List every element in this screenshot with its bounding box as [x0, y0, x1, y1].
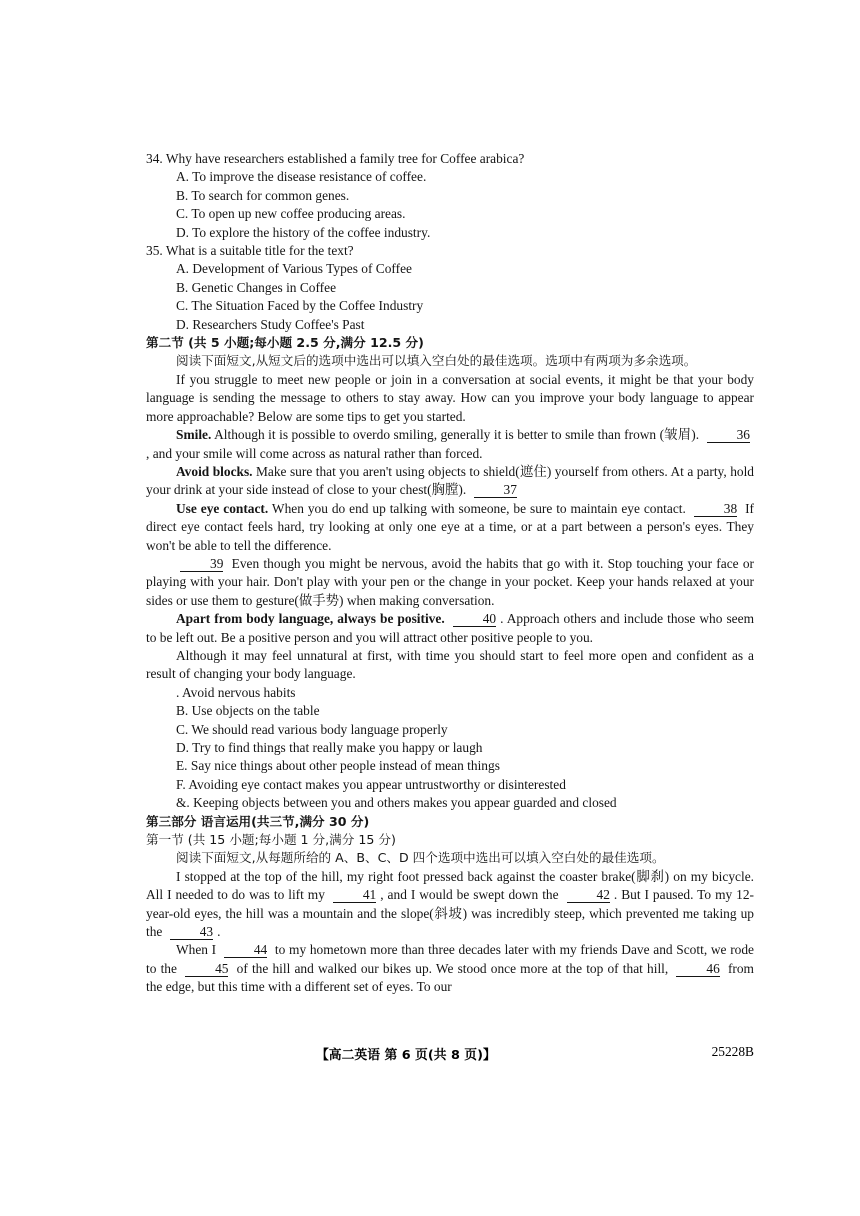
- exam-page: [146, 150, 754, 997]
- passage-paragraph-smile: [146, 426, 754, 463]
- paragraph-text: to my hometown more than three decades later with my friends Dave and Scott, we rode to the: [146, 942, 754, 976]
- paragraph-text: Even though you might be nervous, avoid the habits that go with it. Stop touching your face or playing with your hair. Don't play with your pen or the change in your pocket. Keep your hands relaxed at your sides or use them to gesture(做手势) when making conversation.: [146, 555, 754, 608]
- tip-title-eye-contact: Use eye contact.: [176, 500, 269, 516]
- q34-option-d: D. To explore the history of the coffee industry.: [176, 224, 431, 240]
- paragraph-text: When I: [176, 942, 220, 958]
- page-number-label: 【高二英语 第 6 页(共 8 页)】: [316, 1048, 496, 1063]
- section-2-instruction: 阅读下面短文,从短文后的选项中选出可以填入空白处的最佳选项。选项中有两项为多余选项。: [176, 353, 697, 369]
- q34-option-b: B. To search for common genes.: [176, 187, 350, 203]
- s2-option-g: &. Keeping objects between you and others makes you appear guarded and closed: [176, 795, 617, 811]
- paragraph-text: . Approach others and include those who seem to be left out. Be a positive person and you will attract other positive people to you.: [146, 611, 754, 645]
- tip-title-positive: Apart from body language, always be positive.: [176, 611, 445, 627]
- paragraph-text: of the hill and walked our bikes up. We stood once more at the top of that hill,: [232, 960, 673, 976]
- passage-intro: If you struggle to meet new people or join in a conversation at social events, it might be that your body language is sending the message to others to stay away. How can you improve your body language to appear more approachable? Below are some tips to get you started.: [146, 371, 754, 424]
- blank-36: 36: [707, 427, 750, 443]
- q35-option-c: C. The Situation Faced by the Coffee Industry: [176, 298, 424, 314]
- passage-paragraph-eye-contact: [146, 500, 754, 555]
- s2-option-f: F. Avoiding eye contact makes you appear untrustworthy or disinterested: [176, 776, 566, 792]
- s2-option-e: E. Say nice things about other people instead of mean things: [176, 758, 500, 774]
- paragraph-text: , and I would be swept down the: [380, 887, 563, 903]
- q34-option-c: C. To open up new coffee producing areas.: [176, 206, 406, 222]
- tip-title-avoid-blocks: Avoid blocks.: [176, 463, 253, 479]
- q35-option-b: B. Genetic Changes in Coffee: [176, 279, 337, 295]
- blank-37: 37: [474, 482, 517, 498]
- paragraph-text: , and your smile will come across as natural rather than forced.: [146, 445, 483, 461]
- q34-option-a: A. To improve the disease resistance of coffee.: [176, 169, 427, 185]
- passage-paragraph-39: [146, 555, 754, 610]
- paper-code: 25228B: [711, 1044, 754, 1059]
- paragraph-text: I stopped at the top of the hill, my right foot pressed back against the coaster brake(脚刹) on my bicycle. All I needed to do was to lift my: [146, 868, 754, 903]
- blank-42: 42: [567, 887, 610, 903]
- paragraph-text: from the edge, but this time with a different set of eyes. To our: [146, 960, 754, 995]
- paragraph-text: . But I paused. To my 12-year-old eyes, the hill was a mountain and the slope(斜坡) was incredibly steep, which prevented me taking up the: [146, 887, 754, 940]
- passage-paragraph-avoid-blocks: [146, 463, 754, 500]
- s2-option-d: D. Try to find things that really make you happy or laugh: [176, 740, 483, 755]
- tip-title-smile: Smile.: [176, 427, 212, 443]
- blank-45: 45: [185, 961, 228, 977]
- section-2-heading: 第二节 (共 5 小题;每小题 2.5 分,满分 12.5 分): [146, 335, 424, 351]
- blank-43: 43: [170, 924, 213, 940]
- passage-paragraph-positive: [146, 610, 754, 647]
- blank-38: 38: [694, 501, 737, 517]
- blank-40: 40: [453, 611, 496, 627]
- blank-46: 46: [676, 961, 719, 977]
- question-35-stem: 35. What is a suitable title for the text?: [146, 243, 354, 259]
- s2-option-a: . Avoid nervous habits: [176, 684, 296, 700]
- blank-39: 39: [180, 556, 223, 572]
- part-3-instruction: 阅读下面短文,从每题所给的 A、B、C、D 四个选项中选出可以填入空白处的最佳选项。: [176, 850, 665, 866]
- paragraph-text: .: [217, 924, 221, 940]
- paragraph-text: If direct eye contact feels hard, try looking at only one eye at a time, or at a part between a person's eyes. They won't be able to tell the difference.: [146, 500, 754, 553]
- blank-41: 41: [333, 887, 376, 903]
- part-3-subheading: 第一节 (共 15 小题;每小题 1 分,满分 15 分): [146, 832, 396, 848]
- paragraph-text: Although it is possible to overdo smiling, generally it is better to smile than frown (皱眉).: [211, 427, 703, 443]
- paragraph-text: Make sure that you aren't using objects to shield(遮住) yourself from others. At a party, hold your drink at your side instead of close to your chest(胸膛).: [146, 463, 754, 498]
- q35-option-d: D. Researchers Study Coffee's Past: [176, 316, 365, 332]
- cloze-paragraph-2: [146, 941, 754, 996]
- s2-option-b: B. Use objects on the table: [176, 703, 320, 719]
- passage-conclusion: Although it may feel unnatural at first, with time you should start to feel more open and confident as a result of changing your body language.: [146, 647, 754, 682]
- q35-option-a: A. Development of Various Types of Coffee: [176, 261, 412, 277]
- blank-44: 44: [224, 942, 267, 958]
- question-34-stem: 34. Why have researchers established a family tree for Coffee arabica?: [146, 151, 525, 166]
- s2-option-c: C. We should read various body language properly: [176, 721, 448, 737]
- paragraph-text: When you do end up talking with someone, be sure to maintain eye contact.: [268, 500, 690, 516]
- part-3-heading: 第三部分 语言运用(共三节,满分 30 分): [146, 813, 370, 829]
- cloze-paragraph-1: [146, 868, 754, 942]
